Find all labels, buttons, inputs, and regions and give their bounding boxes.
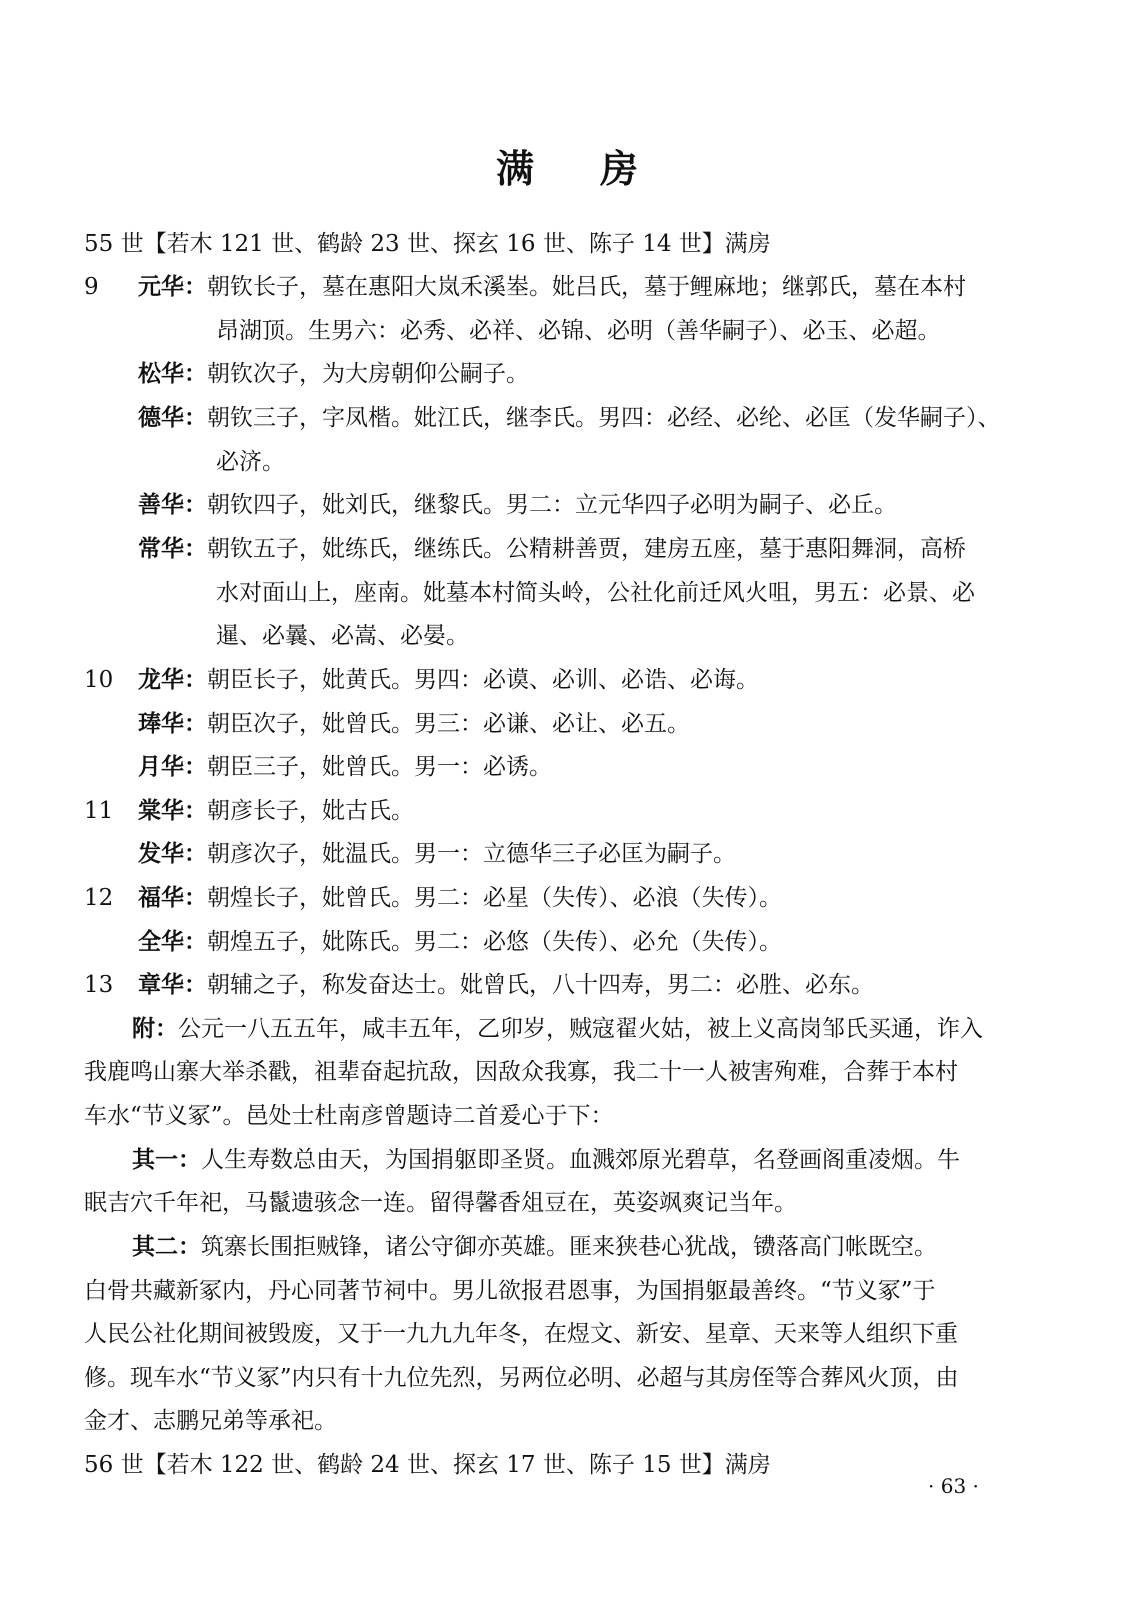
generation-heading-56: 56 世【若木 122 世、鹤龄 24 世、探玄 17 世、陈子 15 世】满房 — [84, 1452, 771, 1478]
generation-heading-55: 55 世【若木 121 世、鹤龄 23 世、探玄 16 世、陈子 14 世】满房 — [84, 231, 771, 257]
entry-text: 朝钦次子，为大房朝仰公嗣子。 — [207, 361, 529, 387]
entry-row: 12 福华：朝煌长子，妣曾氏。男二：必星（失传）、必浪（失传）。 — [84, 884, 782, 911]
entry-row: 德华：朝钦三子，字凤楷。妣江氏，继李氏。男四：必经、必纶、必匡（发华嗣子）、 — [84, 403, 1001, 433]
entry-name: 龙华 — [138, 667, 184, 693]
entry-text-continued: 昂湖顶。生男六：必秀、必祥、必锦、必明（善华嗣子）、必玉、必超。 — [216, 318, 941, 344]
entry-number: 12 — [84, 885, 114, 911]
entry-row: 10 龙华：朝臣长子，妣黄氏。男四：必谟、必训、必诰、必诲。 — [84, 666, 759, 693]
poem-text-continued: 金才、志鹏兄弟等承祀。 — [84, 1408, 337, 1434]
poem-two — [132, 1232, 937, 1262]
page-title — [0, 138, 1136, 193]
entry-text-continued: 必济。 — [216, 449, 285, 475]
entry-text-continued: 暹、必曩、必嵩、必晏。 — [216, 623, 469, 649]
poem-one-lead: 其一： — [132, 1147, 201, 1173]
entry-text: 朝煌五子，妣陈氏。男二：必悠（失传）、必允（失传）。 — [207, 929, 782, 955]
poem-text-continued: 修。现车水“节义冢”内只有十九位先烈，另两位必明、必超与其房侄等合葬风火顶，由 — [84, 1365, 959, 1391]
entry-row: 松华：朝钦次子，为大房朝仰公嗣子。 — [84, 359, 529, 389]
entry-name: 发华 — [138, 841, 184, 867]
entry-name: 棠华 — [138, 798, 184, 824]
entry-row: 全华：朝煌五子，妣陈氏。男二：必悠（失传）、必允（失传）。 — [84, 927, 782, 957]
entry-text: 朝臣三子，妣曾氏。男一：必诱。 — [207, 754, 552, 780]
poem-two-lead: 其二： — [132, 1234, 201, 1260]
entry-text: 朝臣次子，妣曾氏。男三：必谦、必让、必五。 — [207, 711, 690, 737]
entry-name: 全华 — [138, 929, 184, 955]
title-char-1: 满 — [495, 147, 536, 191]
entry-row: 发华：朝彦次子，妣温氏。男一：立德华三子必匡为嗣子。 — [84, 839, 736, 869]
appendix-text-continued: 车水“节义冢”。邑处士杜南彦曾题诗二首爰心于下： — [84, 1103, 614, 1129]
entry-text: 朝彦次子，妣温氏。男一：立德华三子必匡为嗣子。 — [207, 841, 736, 867]
entry-name: 常华 — [138, 536, 184, 562]
entry-text: 朝钦长子，墓在惠阳大岚禾溪峚。妣吕氏，墓于鲤麻地；继郭氏，墓在本村 — [207, 274, 966, 300]
entry-text: 朝彦长子，妣古氏。 — [207, 798, 414, 824]
title-char-2: 房 — [600, 147, 641, 191]
appendix-paragraph — [132, 1014, 983, 1044]
entry-name: 琫华 — [138, 711, 184, 737]
entry-name: 章华 — [138, 972, 184, 998]
entry-text: 朝臣长子，妣黄氏。男四：必谟、必训、必诰、必诲。 — [207, 667, 759, 693]
entry-text-continued: 水对面山上，座南。妣墓本村简头岭，公社化前迁风火咀，男五：必景、必 — [216, 580, 975, 606]
entry-row: 善华：朝钦四子，妣刘氏，继黎氏。男二：立元华四子必明为嗣子、必丘。 — [84, 490, 897, 520]
entry-number: 10 — [84, 667, 114, 693]
entry-text: 朝钦五子，妣练氏，继练氏。公精耕善贾，建房五座，墓于惠阳舞洞，高桥 — [207, 536, 966, 562]
entry-name: 善华 — [138, 492, 184, 518]
entry-name: 福华 — [138, 885, 184, 911]
entry-name: 德华 — [138, 405, 184, 431]
entry-number: 11 — [84, 798, 114, 824]
entry-text: 朝煌长子，妣曾氏。男二：必星（失传）、必浪（失传）。 — [207, 885, 782, 911]
entry-row: 13 章华：朝辅之子，称发奋达士。妣曾氏，八十四寿，男二：必胜、必东。 — [84, 971, 874, 998]
entry-row: 月华：朝臣三子，妣曾氏。男一：必诱。 — [84, 752, 552, 782]
appendix-lead: 附： — [132, 1016, 178, 1042]
poem-text-continued: 眠吉穴千年祀，马鬣遗骇念一连。留得馨香俎豆在，英姿飒爽记当年。 — [84, 1190, 797, 1216]
appendix-text-continued: 我鹿鸣山寨大举杀戳，祖辈奋起抗敌，因敌众我寡，我二十一人被害殉难，合葬于本村 — [84, 1059, 958, 1085]
entry-name: 月华 — [138, 754, 184, 780]
poem-one — [132, 1145, 960, 1175]
entry-text: 朝钦四子，妣刘氏，继黎氏。男二：立元华四子必明为嗣子、必丘。 — [207, 492, 897, 518]
entry-row: 琫华：朝臣次子，妣曾氏。男三：必谦、必让、必五。 — [84, 709, 690, 739]
entry-number: 9 — [84, 274, 99, 300]
entry-name: 松华 — [138, 361, 184, 387]
entry-text: 朝辅之子，称发奋达士。妣曾氏，八十四寿，男二：必胜、必东。 — [207, 972, 874, 998]
poem-text: 人生寿数总由天，为国捐躯即圣贤。血溅郊原光碧草，名登画阁重凌烟。牛 — [201, 1147, 960, 1173]
entry-row: 9 元华：朝钦长子，墓在惠阳大岚禾溪峚。妣吕氏，墓于鲤麻地；继郭氏，墓在本村 — [84, 273, 966, 300]
entry-name: 元华 — [138, 274, 184, 300]
poem-text-continued: 白骨共藏新冢内，丹心同著节祠中。男儿欲报君恩事，为国捐躯最善终。“节义冢”于 — [84, 1278, 936, 1304]
entry-text: 朝钦三子，字凤楷。妣江氏，继李氏。男四：必经、必纶、必匡（发华嗣子）、 — [207, 405, 1001, 431]
appendix-text: 公元一八五五年，咸丰五年，乙卯岁，贼寇翟火姑，被上义高岗邹氏买通，诈入 — [178, 1016, 983, 1042]
poem-text: 筑寨长围拒贼锋，诸公守御亦英雄。匪来狭巷心犹战，镄落高门帐既空。 — [201, 1234, 937, 1260]
entry-row: 11 棠华：朝彦长子，妣古氏。 — [84, 797, 414, 824]
entry-number: 13 — [84, 972, 114, 998]
entry-row: 常华：朝钦五子，妣练氏，继练氏。公精耕善贾，建房五座，墓于惠阳舞洞，高桥 — [84, 534, 966, 564]
page-number: · 63 · — [928, 1474, 979, 1498]
poem-text-continued: 人民公社化期间被毁废，又于一九九九年冬，在煜文、新安、星章、天来等人组织下重 — [84, 1321, 958, 1347]
